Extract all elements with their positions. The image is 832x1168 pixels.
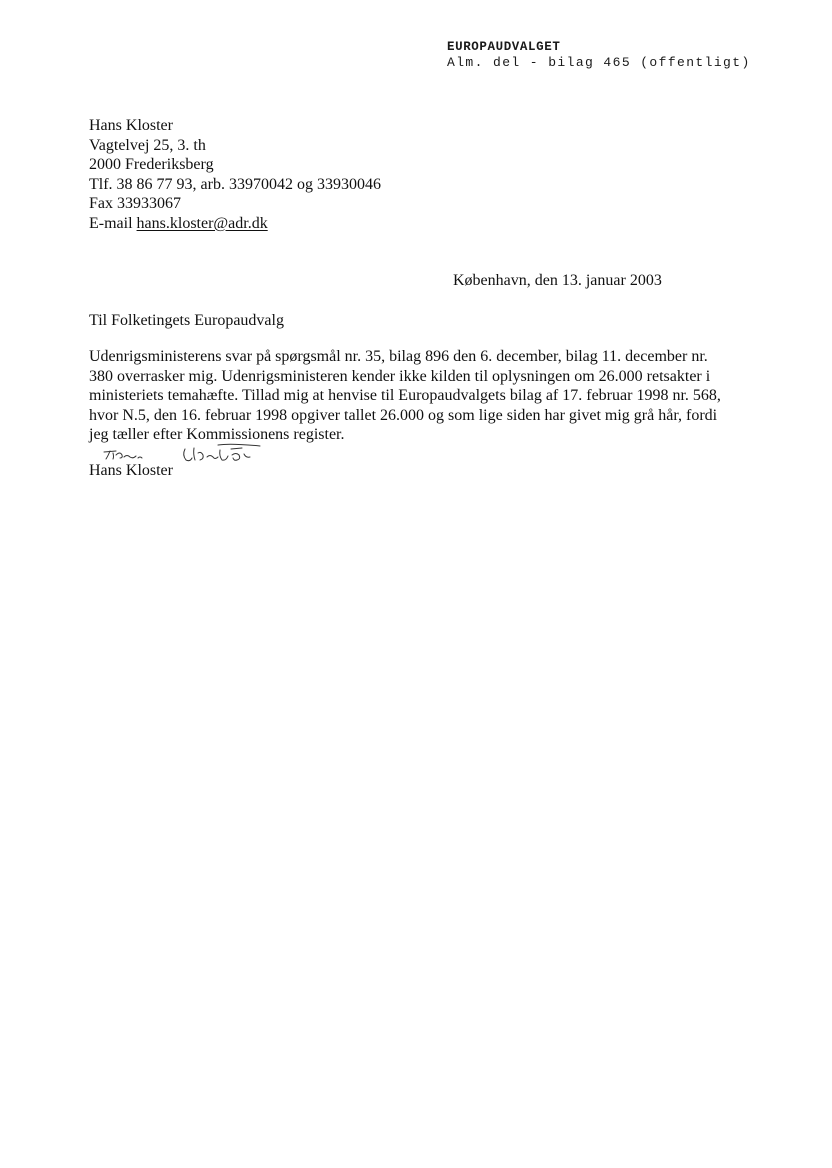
sender-email-line: [89, 214, 381, 234]
stamp-document-reference: Alm. del - bilag 465 (offentligt): [447, 54, 751, 70]
sender-phone: Tlf. 38 86 77 93, arb. 33970042 og 33930046: [89, 175, 381, 193]
body-line: 380 overrasker mig. Udenrigsministeren kender ikke kilden til oplysningen om 26.000 retsakter i: [89, 367, 711, 385]
sender-email-link[interactable]: hans.kloster@adr.dk: [136, 214, 268, 232]
letter-recipient: Til Folketingets Europaudvalg: [89, 312, 284, 329]
archive-stamp: [447, 41, 751, 69]
body-line: jeg tæller efter Kommissionens register.: [89, 426, 345, 443]
sender-name: Hans Kloster: [89, 117, 173, 134]
body-line: hvor N.5, den 16. februar 1998 opgiver tallet 26.000 og som lige siden har givet mig grå hår, fordi: [89, 406, 718, 424]
letter-dateline: København, den 13. januar 2003: [453, 272, 662, 289]
sender-city: 2000 Frederiksberg: [89, 156, 214, 173]
body-line: ministeriets temahæfte. Tillad mig at henvise til Europaudvalgets bilag af 17. februar 1998 nr. 568,: [89, 387, 721, 404]
sender-fax: Fax 33933067: [89, 195, 181, 212]
letter-body: [89, 347, 754, 445]
body-line: Udenrigsministerens svar på spørgsmål nr. 35, bilag 896 den 6. december, bilag 11. december nr.: [89, 348, 708, 365]
stamp-committee-name: EUROPAUDVALGET: [447, 40, 561, 54]
sender-email-label: E-mail: [89, 214, 137, 232]
sender-street: Vagtelvej 25, 3. th: [89, 136, 206, 154]
sender-address-block: [89, 116, 381, 233]
signoff-name: Hans Kloster: [89, 462, 173, 479]
